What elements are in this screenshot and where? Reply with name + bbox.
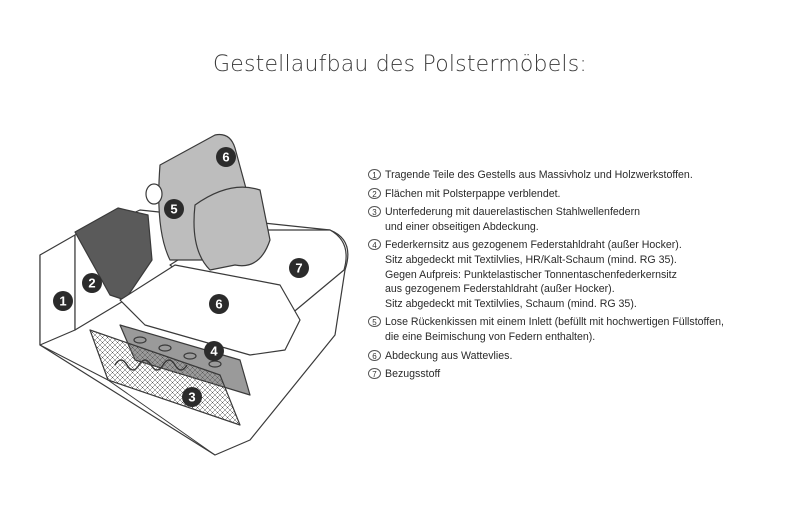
- legend-number: 2: [368, 188, 381, 199]
- diagram-badge-3: 3: [188, 389, 196, 405]
- legend-text: und einer obseitigen Abdeckung.: [385, 220, 539, 233]
- legend-text: Gegen Aufpreis: Punktelastischer Tonnentaschenfederkernsitz: [385, 268, 677, 281]
- side-bolster: [146, 184, 162, 204]
- diagram-badge-6-seat: 6: [215, 296, 223, 312]
- legend-item-1: [368, 168, 798, 183]
- legend-number: 5: [368, 316, 381, 327]
- sofa-frame-diagram: [30, 120, 370, 460]
- legend-number: 6: [368, 350, 381, 361]
- diagram-badge-2: 2: [88, 275, 96, 291]
- page-title: Gestellaufbau des Polstermöbels:: [212, 52, 588, 77]
- legend-number: 4: [368, 239, 381, 250]
- diagram-badge-1: 1: [59, 293, 67, 309]
- legend-item-5: [368, 315, 798, 344]
- armrest-side-panel: [40, 235, 75, 345]
- legend-text: Sitz abgedeckt mit Textilvlies, Schaum (mind. RG 35).: [385, 297, 637, 310]
- legend-item-7: [368, 367, 798, 382]
- back-cushion-front: [194, 187, 270, 270]
- legend: [368, 168, 798, 382]
- legend-text: Bezugsstoff: [385, 368, 441, 381]
- legend-text: Lose Rückenkissen mit einem Inlett (befüllt mit hochwertigen Füllstoffen,: [385, 316, 724, 329]
- legend-text: die eine Beimischung von Federn enthalten).: [385, 330, 596, 343]
- diagram-badge-5: 5: [170, 201, 178, 217]
- legend-text: Federkernsitz aus gezogenem Federstahldraht (außer Hocker).: [385, 239, 682, 252]
- legend-text: aus gezogenem Federstahldraht (außer Hocker).: [385, 283, 615, 296]
- legend-number: 3: [368, 206, 381, 217]
- legend-number: 1: [368, 169, 381, 180]
- legend-item-4: [368, 238, 798, 311]
- diagram-badge-4: 4: [210, 343, 218, 359]
- diagram-badge-6-back: 6: [222, 149, 230, 165]
- legend-item-3: [368, 205, 798, 234]
- legend-text: Sitz abgedeckt mit Textilvlies, HR/Kalt-Schaum (mind. RG 35).: [385, 253, 677, 266]
- legend-text: Unterfederung mit dauerelastischen Stahlwellenfedern: [385, 206, 640, 219]
- legend-item-2: [368, 187, 798, 202]
- legend-item-6: [368, 349, 798, 364]
- legend-text: Tragende Teile des Gestells aus Massivholz und Holzwerkstoffen.: [385, 169, 693, 181]
- legend-text: Abdeckung aus Wattevlies.: [385, 349, 513, 362]
- legend-number: 7: [368, 368, 381, 379]
- legend-text: Flächen mit Polsterpappe verblendet.: [385, 187, 561, 200]
- diagram-badge-7: 7: [295, 260, 303, 276]
